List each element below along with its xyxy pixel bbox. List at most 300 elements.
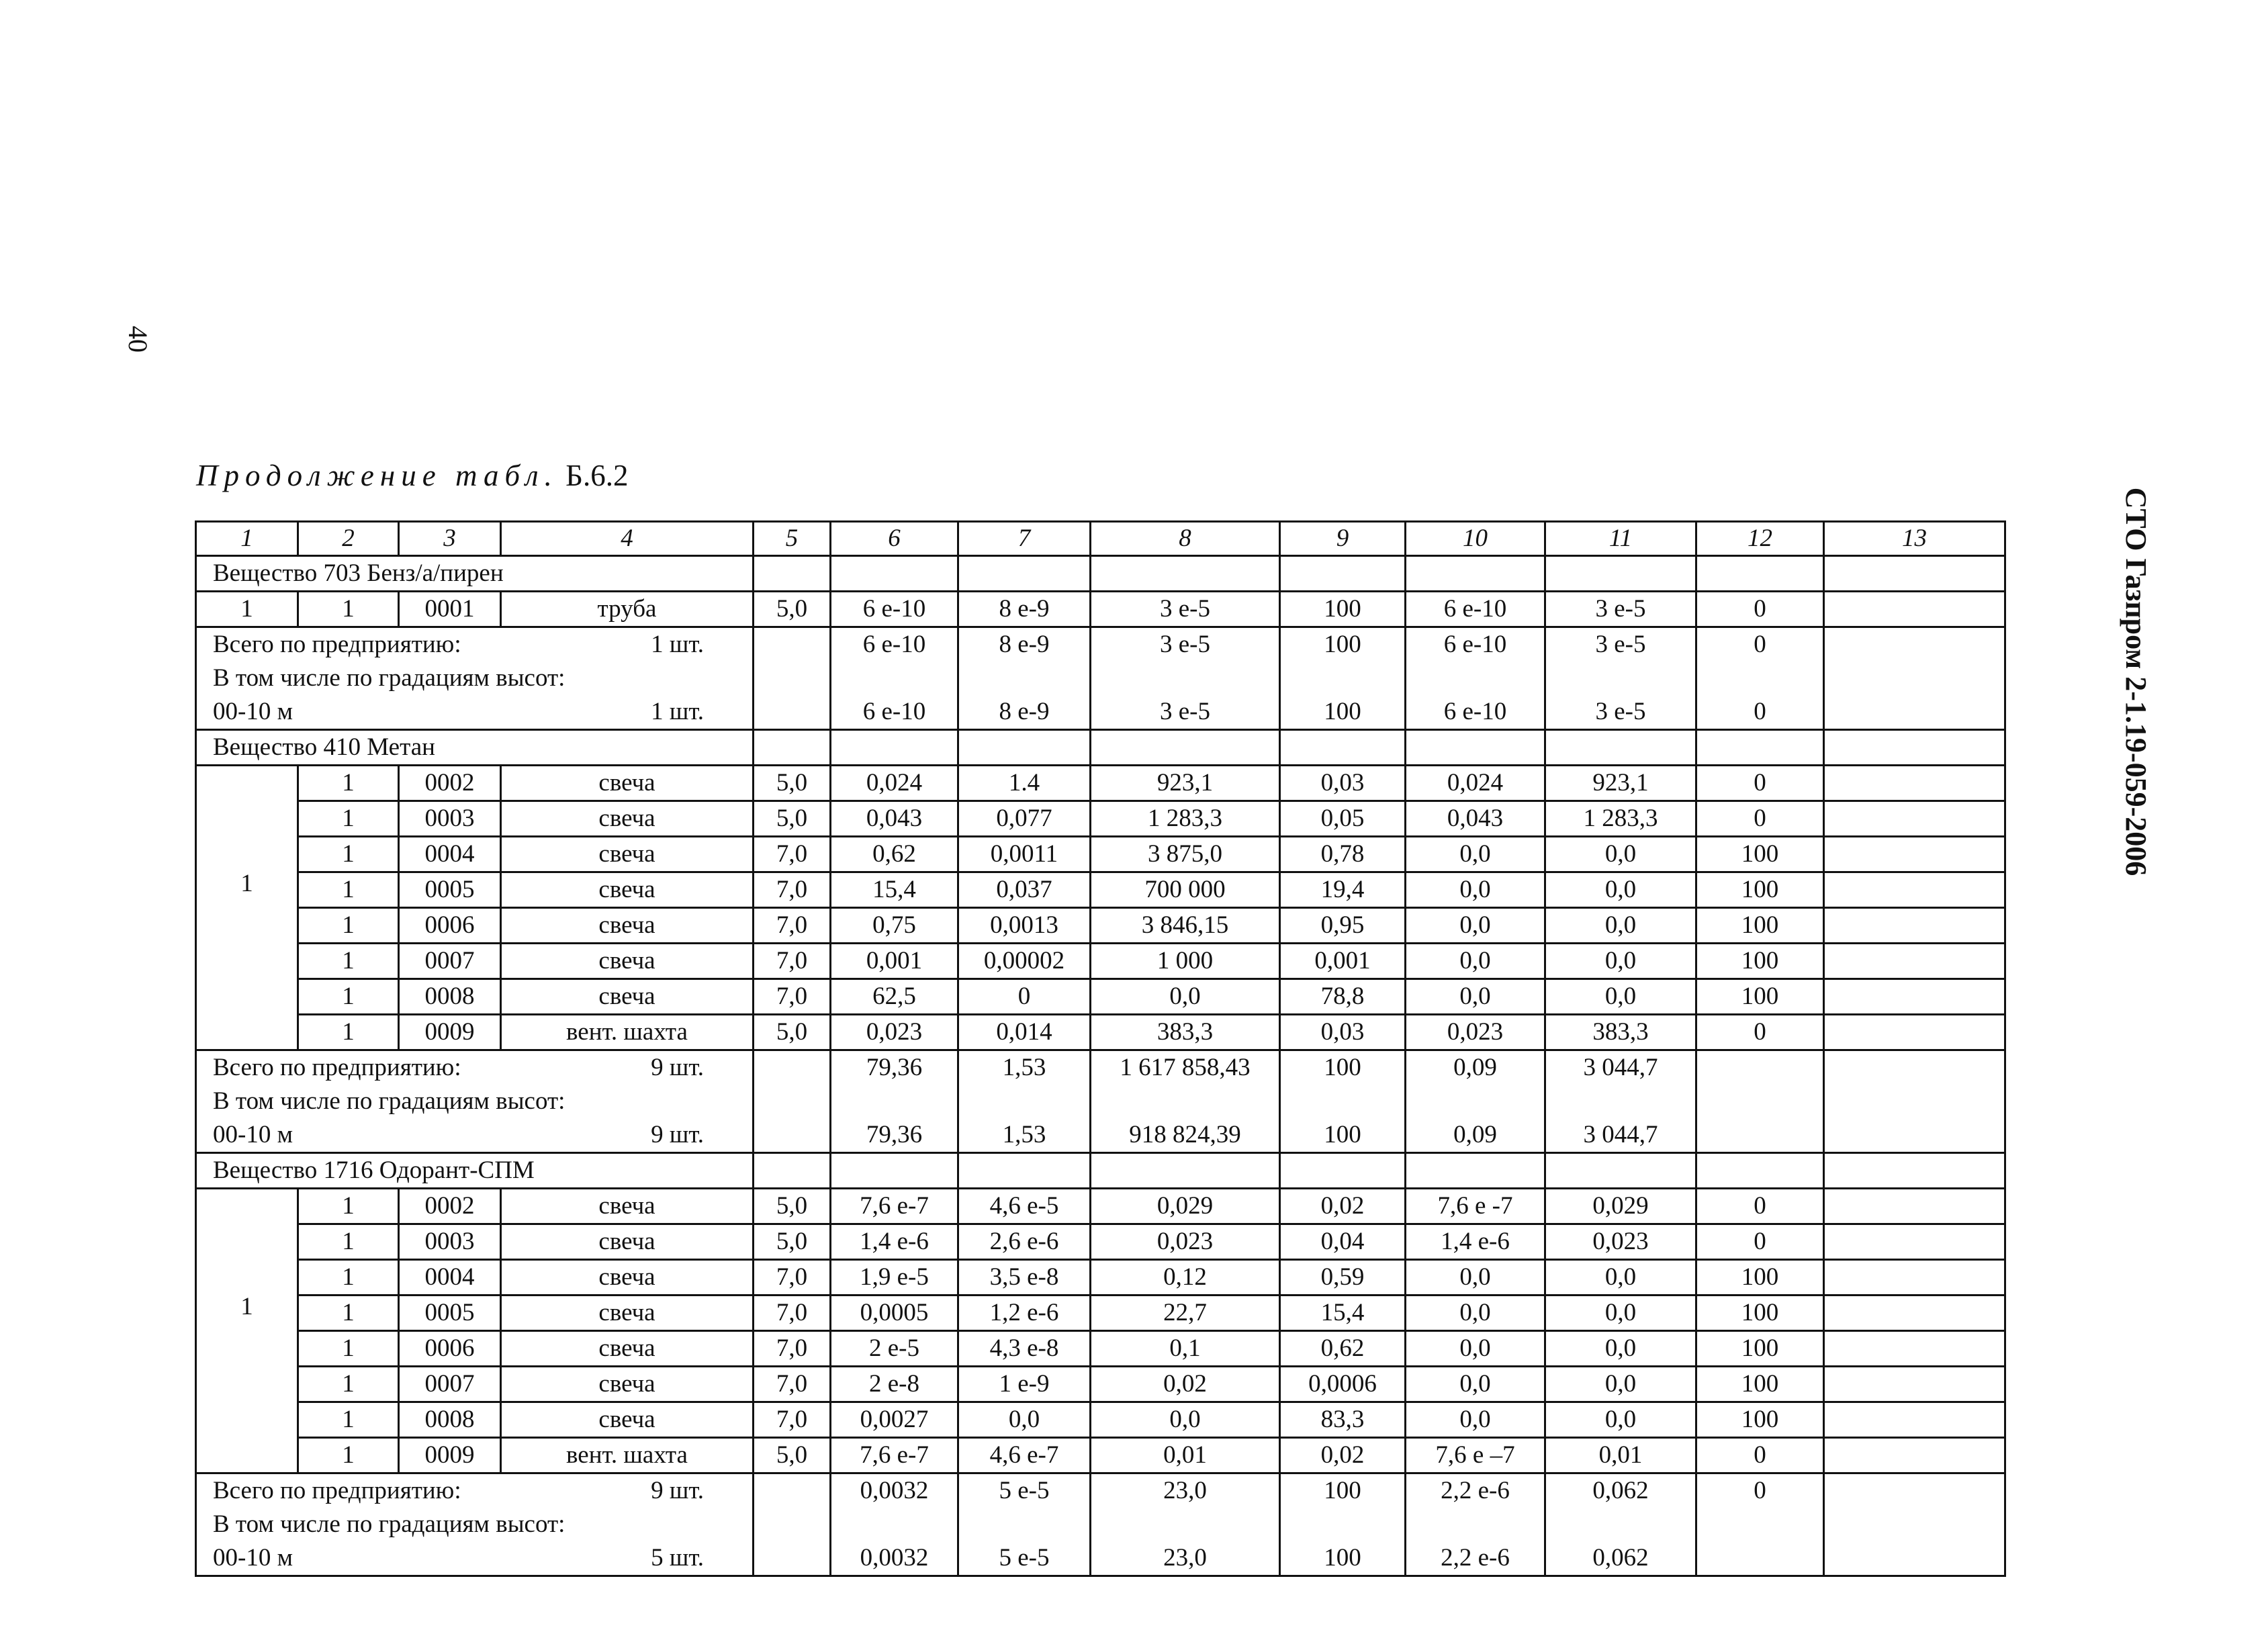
- data-cell: 7,0: [754, 944, 831, 979]
- total-value: 0,0032: [860, 1477, 929, 1504]
- spacer-line: [1091, 1508, 1279, 1541]
- data-cell: 0,023: [1091, 1224, 1280, 1260]
- data-cell: 0,001: [831, 944, 958, 979]
- empty-cell: [1824, 1296, 2005, 1331]
- data-cell: 0,001: [1280, 944, 1406, 979]
- spacer-line: [959, 1085, 1089, 1118]
- data-cell: 7,0: [754, 837, 831, 872]
- data-cell: 1: [298, 592, 399, 627]
- data-cell: 0: [958, 979, 1091, 1015]
- data-cell: свеча: [501, 766, 754, 801]
- header-row: [196, 522, 2005, 556]
- spacer-line: [1091, 1085, 1279, 1118]
- empty-cell: [1824, 730, 2005, 766]
- data-cell: 0,0: [1545, 1331, 1696, 1367]
- data-cell: 5,0: [754, 766, 831, 801]
- caption-italic: Продолжение табл.: [196, 459, 558, 492]
- data-cell: свеча: [501, 1402, 754, 1438]
- spacer-line: [1281, 662, 1404, 695]
- source-row: [196, 1189, 2005, 1224]
- data-cell: свеча: [501, 908, 754, 944]
- empty-cell: [1824, 1153, 2005, 1189]
- data-cell: 100: [1696, 979, 1824, 1015]
- data-cell: 0,0: [1545, 1367, 1696, 1402]
- data-cell: 0: [1696, 1224, 1824, 1260]
- total-value: 6 е-10: [862, 631, 926, 658]
- empty-cell: [1824, 627, 2005, 730]
- data-cell: 3 846,15: [1091, 908, 1280, 944]
- data-cell: 0: [1696, 1438, 1824, 1473]
- data-cell: 7,0: [754, 979, 831, 1015]
- empty-cell: [1824, 908, 2005, 944]
- data-cell: 1: [298, 766, 399, 801]
- empty-cell: [1824, 1367, 2005, 1402]
- spacer-line: [197, 1257, 297, 1290]
- spacer-line: [1281, 1085, 1404, 1118]
- data-cell: 0: [1696, 592, 1824, 627]
- data-cell: 1: [298, 908, 399, 944]
- data-cell: труба: [501, 592, 754, 627]
- group-number-cell: [196, 766, 298, 1050]
- data-cell: вент. шахта: [501, 1438, 754, 1473]
- data-cell: 0,59: [1280, 1260, 1406, 1296]
- total-label: Всего по предприятию:: [213, 631, 461, 658]
- total-value: 100: [1324, 1477, 1361, 1504]
- page-number: 40: [123, 326, 153, 353]
- data-cell: 383,3: [1545, 1015, 1696, 1050]
- total-value: 6 е-10: [1443, 631, 1507, 658]
- data-cell: 0,023: [1406, 1015, 1545, 1050]
- data-cell: 0004: [399, 1260, 501, 1296]
- data-cell: 7,0: [754, 908, 831, 944]
- gradation-value: [1697, 1118, 1823, 1152]
- total-value-cell: [831, 1473, 958, 1576]
- total-label: Всего по предприятию:: [213, 1054, 461, 1081]
- data-cell: 0,0: [1406, 1402, 1545, 1438]
- table-caption: [196, 458, 628, 493]
- data-cell: 0,0: [1545, 979, 1696, 1015]
- total-block-row: [196, 627, 2005, 730]
- data-cell: 0,03: [1280, 766, 1406, 801]
- data-cell: 1,4 е-6: [1406, 1224, 1545, 1260]
- data-cell: свеча: [501, 1189, 754, 1224]
- empty-cell: [1824, 979, 2005, 1015]
- data-cell: 3,5 е-8: [958, 1260, 1091, 1296]
- data-cell: 0,023: [831, 1015, 958, 1050]
- data-cell: 0,0011: [958, 837, 1091, 872]
- gradation-value: 3 044,7: [1583, 1121, 1658, 1148]
- data-cell: 1: [298, 1015, 399, 1050]
- source-row: [196, 592, 2005, 627]
- group-number: 1: [240, 1293, 253, 1320]
- empty-cell: [754, 1050, 831, 1153]
- data-cell: 0004: [399, 837, 501, 872]
- total-value-cell: [1091, 627, 1280, 730]
- empty-cell: [1696, 730, 1824, 766]
- total-value-cell: [1696, 627, 1824, 730]
- data-cell: 5,0: [754, 1438, 831, 1473]
- data-cell: 1: [298, 1224, 399, 1260]
- total-value: 1 617 858,43: [1120, 1054, 1251, 1081]
- source-row: [196, 1438, 2005, 1473]
- range-line: [197, 695, 752, 729]
- gradation-value: 8 е-9: [999, 698, 1050, 725]
- total-value: 0: [1754, 631, 1766, 658]
- data-cell: 1,9 е-5: [831, 1260, 958, 1296]
- empty-cell: [754, 556, 831, 592]
- total-label-cell: [196, 1050, 754, 1153]
- empty-cell: [1824, 1473, 2005, 1576]
- data-cell: 383,3: [1091, 1015, 1280, 1050]
- data-cell: 0,0: [1545, 1296, 1696, 1331]
- substance-title: Вещество 703 Бенз/а/пирен: [196, 556, 754, 592]
- range-label: 00-10 м: [213, 1544, 293, 1572]
- column-header: 10: [1406, 522, 1545, 556]
- spacer-line: [1697, 1508, 1823, 1541]
- data-cell: 22,7: [1091, 1296, 1280, 1331]
- total-line: [197, 1051, 752, 1085]
- data-cell: 0008: [399, 979, 501, 1015]
- data-cell: 7,0: [754, 1260, 831, 1296]
- document-code: СТО Газпром 2-1.19-059-2006: [2120, 487, 2152, 876]
- substance-title-row: [196, 730, 2005, 766]
- column-header: 6: [831, 522, 958, 556]
- empty-cell: [1091, 730, 1280, 766]
- data-cell: 0,014: [958, 1015, 1091, 1050]
- source-row: [196, 1367, 2005, 1402]
- total-value: [1697, 1051, 1823, 1085]
- spacer-line: [1546, 1085, 1695, 1118]
- data-cell: 0,0013: [958, 908, 1091, 944]
- data-cell: 0,029: [1091, 1189, 1280, 1224]
- total-value: 100: [1324, 631, 1361, 658]
- total-value: 0: [1754, 1477, 1766, 1504]
- data-cell: 6 е-10: [831, 592, 958, 627]
- data-cell: 4,6 е-7: [958, 1438, 1091, 1473]
- total-count: 9 шт.: [651, 1054, 704, 1081]
- data-cell: 1: [298, 1402, 399, 1438]
- data-cell: 1 283,3: [1545, 801, 1696, 837]
- empty-cell: [831, 730, 958, 766]
- total-value-cell: [1091, 1473, 1280, 1576]
- spacer-line: [197, 800, 297, 833]
- total-count: 1 шт.: [651, 631, 704, 658]
- data-cell: 0,0: [1545, 837, 1696, 872]
- total-value-cell: [958, 1473, 1091, 1576]
- empty-cell: [1824, 1050, 2005, 1153]
- data-cell: 7,0: [754, 1402, 831, 1438]
- data-cell: свеча: [501, 837, 754, 872]
- empty-cell: [754, 1153, 831, 1189]
- source-row: [196, 1402, 2005, 1438]
- group-number-cell: [196, 1189, 298, 1473]
- data-cell: 0,023: [1545, 1224, 1696, 1260]
- empty-cell: [1824, 556, 2005, 592]
- spacer-line: [1546, 1508, 1695, 1541]
- data-cell: 0,0: [1091, 979, 1280, 1015]
- source-row: [196, 979, 2005, 1015]
- column-header: 1: [196, 522, 298, 556]
- empty-cell: [1545, 556, 1696, 592]
- spacer-line: [1697, 662, 1823, 695]
- column-header: 9: [1280, 522, 1406, 556]
- total-value: 100: [1324, 1054, 1361, 1081]
- data-cell: 0,024: [1406, 766, 1545, 801]
- data-cell: 1: [298, 1260, 399, 1296]
- gradation-value: 0,0032: [860, 1544, 929, 1572]
- total-value-cell: [1406, 627, 1545, 730]
- data-cell: 1,2 е-6: [958, 1296, 1091, 1331]
- substance-title: Вещество 1716 Одорант-СПМ: [196, 1153, 754, 1189]
- empty-cell: [1696, 556, 1824, 592]
- empty-cell: [1280, 730, 1406, 766]
- data-cell: свеча: [501, 1331, 754, 1367]
- empty-cell: [1824, 1402, 2005, 1438]
- data-cell: 1: [298, 1296, 399, 1331]
- spacer-line: [197, 766, 297, 800]
- data-cell: 0,0: [1545, 908, 1696, 944]
- column-header: 8: [1091, 522, 1280, 556]
- data-cell: 3 875,0: [1091, 837, 1280, 872]
- empty-cell: [1091, 556, 1280, 592]
- spacer-line: [1697, 1085, 1823, 1118]
- spacer-line: [1091, 662, 1279, 695]
- total-value-cell: [1545, 1473, 1696, 1576]
- empty-cell: [1824, 872, 2005, 908]
- total-label-cell: [196, 627, 754, 730]
- total-value: 0,09: [1453, 1054, 1497, 1081]
- data-cell: 78,8: [1280, 979, 1406, 1015]
- data-cell: 6 е-10: [1406, 592, 1545, 627]
- data-cell: 4,3 е-8: [958, 1331, 1091, 1367]
- data-cell: 0,0: [958, 1402, 1091, 1438]
- empty-cell: [754, 730, 831, 766]
- source-row: [196, 1224, 2005, 1260]
- total-value-cell: [1280, 1473, 1406, 1576]
- gradation-value: 6 е-10: [862, 698, 926, 725]
- total-value-cell: [958, 627, 1091, 730]
- source-row: [196, 837, 2005, 872]
- data-cell: 5,0: [754, 801, 831, 837]
- data-cell: 0009: [399, 1438, 501, 1473]
- spacer-line: [1281, 1508, 1404, 1541]
- data-cell: 0002: [399, 766, 501, 801]
- data-cell: 0,01: [1545, 1438, 1696, 1473]
- total-count: 9 шт.: [651, 1477, 704, 1504]
- gradation-value: 100: [1324, 1121, 1361, 1148]
- data-cell: 0007: [399, 944, 501, 979]
- data-cell: 0,04: [1280, 1224, 1406, 1260]
- data-cell: 700 000: [1091, 872, 1280, 908]
- data-cell: 923,1: [1545, 766, 1696, 801]
- data-cell: 100: [1696, 944, 1824, 979]
- spacer-line: [1546, 662, 1695, 695]
- data-cell: 0007: [399, 1367, 501, 1402]
- gradation-value: 0,062: [1592, 1544, 1649, 1572]
- data-cell: 0: [1696, 801, 1824, 837]
- data-cell: 1.4: [958, 766, 1091, 801]
- data-cell: 0003: [399, 801, 501, 837]
- substance-title: Вещество 410 Метан: [196, 730, 754, 766]
- spacer-line: [197, 1189, 297, 1223]
- empty-cell: [1091, 1153, 1280, 1189]
- data-cell: 2 е-8: [831, 1367, 958, 1402]
- data-cell: 4,6 е-5: [958, 1189, 1091, 1224]
- total-value: 3 е-5: [1595, 631, 1646, 658]
- spacer-line: [197, 833, 297, 867]
- data-cell: 7,0: [754, 1331, 831, 1367]
- data-cell: 0005: [399, 1296, 501, 1331]
- data-cell: 2,6 е-6: [958, 1224, 1091, 1260]
- data-cell: 0,037: [958, 872, 1091, 908]
- spacer-line: [1406, 662, 1544, 695]
- data-cell: свеча: [501, 979, 754, 1015]
- total-block-row: [196, 1050, 2005, 1153]
- gradation-label: В том числе по градациям высот:: [213, 1510, 565, 1538]
- source-row: [196, 872, 2005, 908]
- gradation-value: 100: [1324, 698, 1361, 725]
- data-cell: 0,02: [1091, 1367, 1280, 1402]
- data-cell: 100: [1696, 837, 1824, 872]
- total-value: 1,53: [1002, 1054, 1046, 1081]
- data-cell: 5,0: [754, 1015, 831, 1050]
- source-row: [196, 766, 2005, 801]
- gradation-value: 1,53: [1002, 1121, 1046, 1148]
- empty-cell: [1545, 730, 1696, 766]
- data-cell: 100: [1696, 872, 1824, 908]
- empty-cell: [831, 1153, 958, 1189]
- data-cell: 0,03: [1280, 1015, 1406, 1050]
- data-cell: 0005: [399, 872, 501, 908]
- total-line: [197, 628, 752, 662]
- total-value-cell: [1545, 1050, 1696, 1153]
- total-value: 8 е-9: [999, 631, 1050, 658]
- data-cell: свеча: [501, 1367, 754, 1402]
- range-line: [197, 1541, 752, 1575]
- substance-title-row: [196, 1153, 2005, 1189]
- data-cell: 0,0: [1406, 979, 1545, 1015]
- data-cell: свеча: [501, 801, 754, 837]
- column-header: 12: [1696, 522, 1824, 556]
- total-value: 23,0: [1163, 1477, 1207, 1504]
- caption-number: Б.6.2: [565, 459, 629, 492]
- data-cell: 7,0: [754, 872, 831, 908]
- data-cell: 0,0006: [1280, 1367, 1406, 1402]
- spacer-line: [959, 662, 1089, 695]
- source-row: [196, 908, 2005, 944]
- data-cell: 100: [1696, 1402, 1824, 1438]
- data-cell: 0,0: [1406, 908, 1545, 944]
- data-cell: 1: [298, 944, 399, 979]
- empty-cell: [1824, 1189, 2005, 1224]
- data-cell: 0,0: [1406, 1260, 1545, 1296]
- range-label: 00-10 м: [213, 1121, 293, 1148]
- empty-cell: [958, 1153, 1091, 1189]
- data-cell: 0,0: [1545, 944, 1696, 979]
- total-value-cell: [1696, 1473, 1824, 1576]
- emissions-table: [195, 520, 2006, 1577]
- data-cell: вент. шахта: [501, 1015, 754, 1050]
- data-cell: 0001: [399, 592, 501, 627]
- data-cell: 0,0: [1545, 1402, 1696, 1438]
- data-cell: 7,6 е-7: [831, 1438, 958, 1473]
- data-cell: 100: [1696, 1367, 1824, 1402]
- data-cell: 100: [1280, 592, 1406, 627]
- range-count: 1 шт.: [651, 698, 704, 725]
- data-cell: 0,0: [1406, 872, 1545, 908]
- data-cell: 0,029: [1545, 1189, 1696, 1224]
- data-cell: 0,0: [1545, 872, 1696, 908]
- data-cell: 0002: [399, 1189, 501, 1224]
- data-cell: 5,0: [754, 1189, 831, 1224]
- empty-cell: [1824, 592, 2005, 627]
- total-value-cell: [1091, 1050, 1280, 1153]
- data-cell: 1: [298, 872, 399, 908]
- data-cell: 1,4 е-6: [831, 1224, 958, 1260]
- empty-cell: [1545, 1153, 1696, 1189]
- data-cell: 0009: [399, 1015, 501, 1050]
- data-cell: 1: [298, 1189, 399, 1224]
- data-cell: 0,0: [1406, 1331, 1545, 1367]
- gradation-value: 0: [1754, 698, 1766, 725]
- data-cell: 100: [1696, 908, 1824, 944]
- empty-cell: [1824, 801, 2005, 837]
- data-cell: 1 283,3: [1091, 801, 1280, 837]
- gradation-value: 3 е-5: [1160, 698, 1210, 725]
- data-cell: 0: [1696, 766, 1824, 801]
- data-cell: свеча: [501, 872, 754, 908]
- data-cell: 0,62: [831, 837, 958, 872]
- total-value: 2,2 е-6: [1441, 1477, 1510, 1504]
- empty-cell: [1824, 944, 2005, 979]
- data-cell: 1: [298, 837, 399, 872]
- data-cell: 7,0: [754, 1367, 831, 1402]
- total-value-cell: [1280, 627, 1406, 730]
- gradation-value: 3 е-5: [1595, 698, 1646, 725]
- data-cell: 2 е-5: [831, 1331, 958, 1367]
- empty-cell: [1280, 556, 1406, 592]
- data-cell: свеча: [501, 1224, 754, 1260]
- spacer-line: [831, 1508, 957, 1541]
- data-cell: 7,0: [754, 1296, 831, 1331]
- data-cell: 1: [298, 1438, 399, 1473]
- data-cell: 15,4: [831, 872, 958, 908]
- column-header: 5: [754, 522, 831, 556]
- column-header: 3: [399, 522, 501, 556]
- empty-cell: [754, 1473, 831, 1576]
- spacer-line: [1406, 1085, 1544, 1118]
- data-cell: 100: [1696, 1260, 1824, 1296]
- data-cell: 15,4: [1280, 1296, 1406, 1331]
- data-cell: 1 е-9: [958, 1367, 1091, 1402]
- data-cell: 0003: [399, 1224, 501, 1260]
- gradation-label: В том числе по градациям высот:: [213, 664, 565, 692]
- data-cell: 1: [298, 1367, 399, 1402]
- data-cell: 0008: [399, 1402, 501, 1438]
- empty-cell: [1824, 766, 2005, 801]
- total-value-cell: [831, 1050, 958, 1153]
- spacer-line: [197, 1223, 297, 1257]
- spacer-line: [831, 662, 957, 695]
- total-block-row: [196, 1473, 2005, 1576]
- data-cell: 62,5: [831, 979, 958, 1015]
- data-cell: 8 е-9: [958, 592, 1091, 627]
- data-cell: 0,0: [1091, 1402, 1280, 1438]
- substance-title-row: [196, 556, 2005, 592]
- data-cell: 7,6 е -7: [1406, 1189, 1545, 1224]
- data-cell: 5,0: [754, 1224, 831, 1260]
- data-cell: 0,024: [831, 766, 958, 801]
